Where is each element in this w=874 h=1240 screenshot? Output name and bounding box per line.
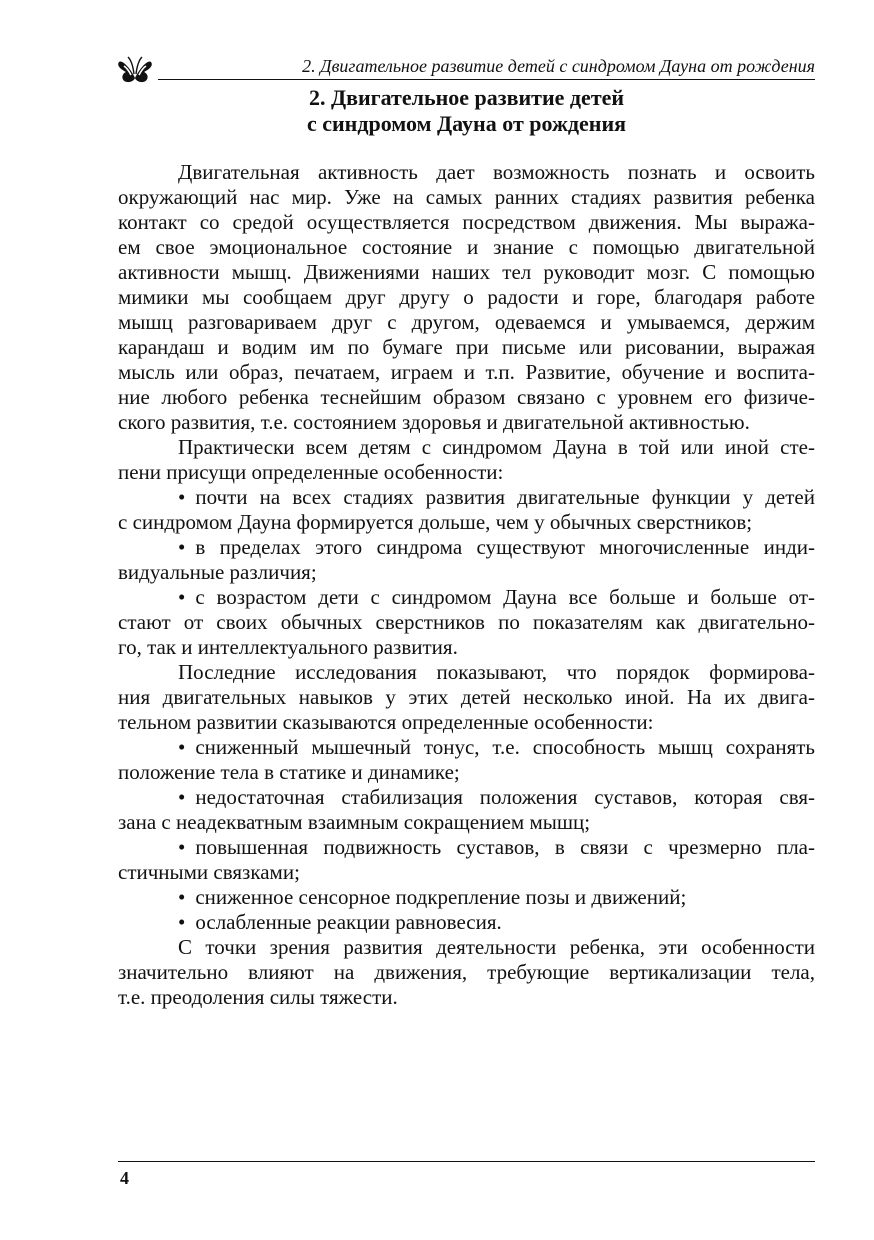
bullet-list: [118, 735, 815, 935]
text-line: тельном развитии сказываются определенные особенности:: [118, 710, 654, 734]
paragraph: [118, 435, 815, 485]
bullet-item: [118, 910, 815, 935]
text-line: карандаш и водим им по бумаге при письме или рисовании, выражая: [118, 335, 815, 359]
footer-rule: [118, 1161, 815, 1162]
text-line: мышц разговариваем друг с другом, одеваемся и умываемся, держим: [118, 310, 815, 334]
text-line: [118, 885, 815, 910]
bullet-marker: •: [178, 535, 186, 559]
text-line: стичными связками;: [118, 860, 300, 884]
bullet-text: ослабленные реакции равновесия.: [195, 910, 502, 934]
bullet-item: [118, 885, 815, 910]
running-header: 2. Двигательное развитие детей с синдромом Дауна от рождения: [302, 56, 815, 76]
text-line: пени присущи определенные особенности:: [118, 460, 504, 484]
bullet-marker: •: [178, 585, 186, 609]
bullet-item: [118, 735, 815, 785]
text-line: значительно влияют на движения, требующие вертикализации тела,: [118, 960, 815, 984]
paragraph: [118, 660, 815, 735]
bullet-marker: •: [178, 835, 186, 859]
bullet-text: недостаточная стабилизация положения суставов, которая свя-: [195, 785, 815, 809]
text-line: ем свое эмоциональное состояние и знание с помощью двигательной: [118, 235, 815, 259]
header-rule: [158, 79, 815, 80]
text-line: [118, 910, 815, 935]
text-line: положение тела в статике и динамике;: [118, 760, 460, 784]
bullet-list: [118, 485, 815, 660]
paragraph: [118, 160, 815, 435]
bullet-text: с возрастом дети с синдромом Дауна все больше и больше от-: [195, 585, 815, 609]
page-number: 4: [120, 1168, 129, 1188]
text-line: мимики мы сообщаем друг другу о радости и горе, благодаря работе: [118, 285, 815, 309]
text-line: стают от своих обычных сверстников по показателям как двигательно-: [118, 610, 815, 634]
text-line: [118, 485, 815, 510]
text-line: [118, 835, 815, 860]
body-text: [118, 160, 815, 1010]
bullet-item: [118, 585, 815, 660]
bullet-text: сниженное сенсорное подкрепление позы и движений;: [195, 885, 687, 909]
bullet-item: [118, 535, 815, 585]
text-line: зана с неадекватным взаимным сокращением мышц;: [118, 810, 591, 834]
text-line: ского развития, т.е. состоянием здоровья и двигательной активностью.: [118, 410, 750, 434]
bullet-marker: •: [178, 785, 186, 809]
bullet-item: [118, 485, 815, 535]
bullet-text: в пределах этого синдрома существуют многочисленные инди-: [195, 535, 815, 559]
bullet-text: сниженный мышечный тонус, т.е. способность мышц сохранять: [195, 735, 815, 759]
text-line: окружающий нас мир. Уже на самых ранних стадиях развития ребенка: [118, 185, 815, 209]
text-line: ние любого ребенка теснейшим образом связано с уровнем его физиче-: [118, 385, 815, 409]
bullet-marker: •: [178, 885, 186, 909]
text-line: мысль или образ, печатаем, играем и т.п. Развитие, обучение и воспита-: [118, 360, 815, 384]
text-line: с синдромом Дауна формируется дольше, чем у обычных сверстников;: [118, 510, 753, 534]
text-line: [118, 735, 815, 760]
text-line: видуальные различия;: [118, 560, 317, 584]
text-line: го, так и интеллектуального развития.: [118, 635, 458, 659]
text-line: ния двигательных навыков у этих детей несколько иной. На их двига-: [118, 685, 815, 709]
bullet-marker: •: [178, 910, 186, 934]
bullet-text: почти на всех стадиях развития двигательные функции у детей: [195, 485, 815, 509]
bullet-item: [118, 835, 815, 885]
text-line: [118, 585, 815, 610]
title-line: 2. Двигательное развитие детей: [308, 85, 625, 110]
bullet-marker: •: [178, 735, 186, 759]
bullet-marker: •: [178, 485, 186, 509]
chapter-title: [118, 85, 815, 137]
text-line: С точки зрения развития деятельности ребенка, эти особенности: [178, 935, 815, 959]
text-line: Двигательная активность дает возможность познать и освоить: [178, 160, 815, 184]
text-line: т.е. преодоления силы тяжести.: [118, 985, 398, 1009]
text-line: активности мышц. Движениями наших тел руководит мозг. С помощью: [118, 260, 815, 284]
text-line: контакт со средой осуществляется посредством движения. Мы выража-: [118, 210, 815, 234]
title-line: с синдромом Дауна от рождения: [306, 111, 627, 136]
butterfly-logo-icon: [116, 54, 154, 84]
text-line: [118, 535, 815, 560]
paragraph: [118, 935, 815, 1010]
bullet-item: [118, 785, 815, 835]
text-line: [118, 785, 815, 810]
text-line: Практически всем детям с синдромом Дауна в той или иной сте-: [178, 435, 815, 459]
bullet-text: повышенная подвижность суставов, в связи с чрезмерно пла-: [195, 835, 815, 859]
text-line: Последние исследования показывают, что порядок формирова-: [178, 660, 815, 684]
